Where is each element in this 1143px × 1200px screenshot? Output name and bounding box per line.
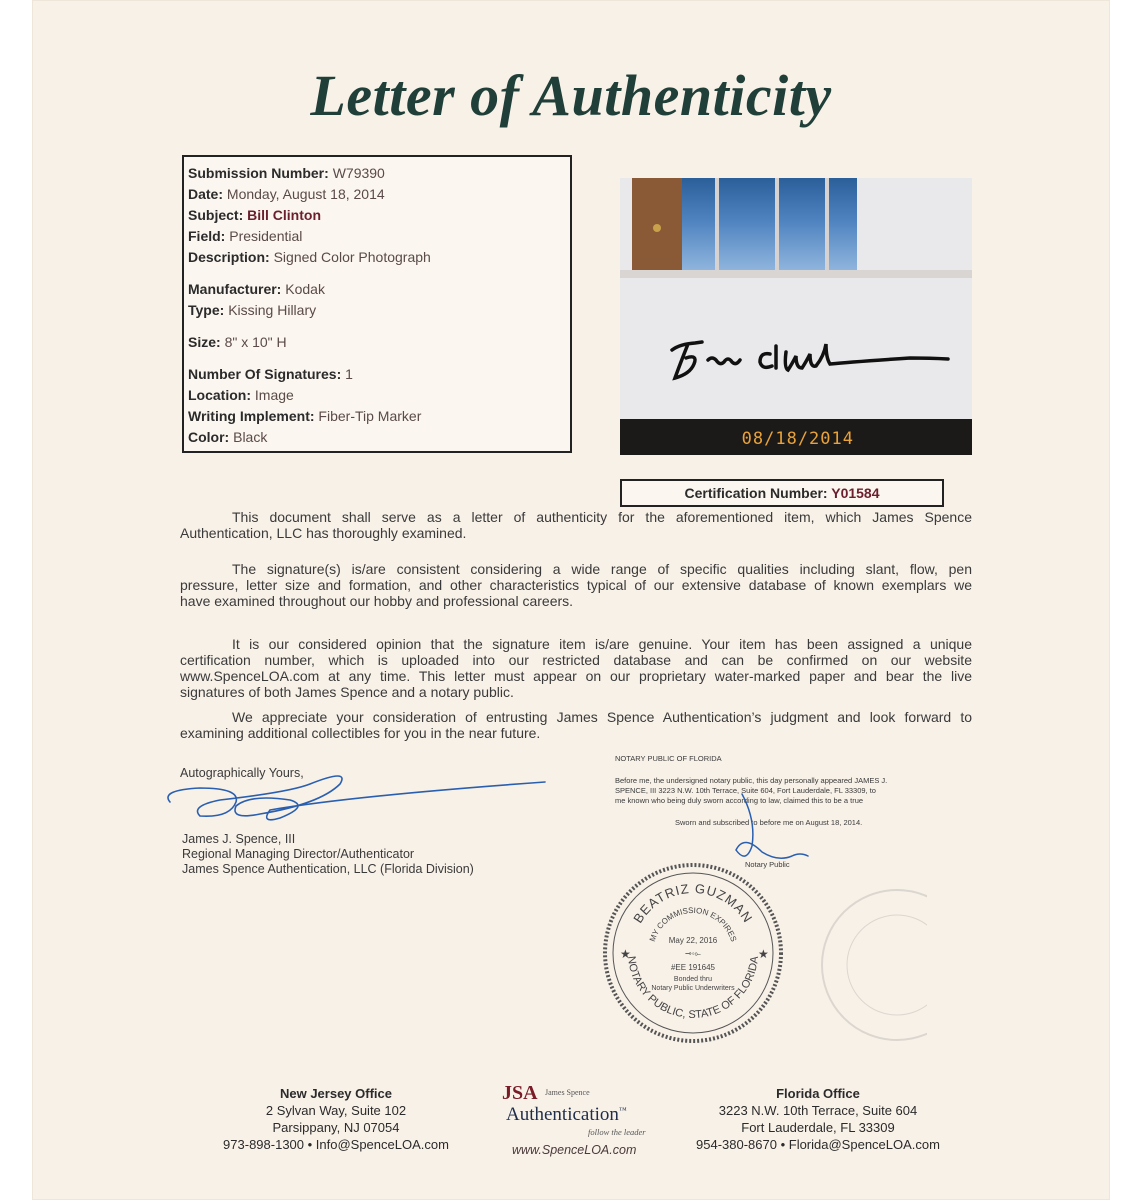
seal-number: #EE 191645 [670, 963, 716, 972]
detail-row: Date: Monday, August 18, 2014 [188, 186, 385, 202]
notary-seal-emboss [807, 885, 927, 1045]
jsa-logo-mark: JSA [502, 1082, 538, 1104]
detail-row: Writing Implement: Fiber-Tip Marker [188, 408, 422, 424]
detail-row: Submission Number: W79390 [188, 165, 385, 181]
photo-signature [620, 178, 972, 455]
seal-underwriters: Notary Public Underwriters [651, 985, 735, 992]
jsa-logo [502, 1082, 662, 1162]
footer-fl-office: Florida Office 3223 N.W. 10th Terrace, Suite 604 Fort Lauderdale, FL 33309 954-380-8670 • Florida@SpenceLOA.com [696, 1086, 940, 1152]
detail-row: Field: Presidential [188, 228, 303, 244]
notary-line: Before me, the undersigned notary public, this day personally appeared JAMES J. [615, 776, 888, 785]
paragraph-opinion: It is our considered opinion that the signature item is/are genuine. Your item has been assigned a unique certification number, which is uploaded into our restricted database and can be confirmed on our website www.SpenceLOA.com at any time. This letter must appear on our proprietary water-marked paper and bear the live signatures of both James Spence and a notary public. [180, 636, 972, 700]
detail-row: Manufacturer: Kodak [188, 281, 325, 297]
paragraph-consistency: The signature(s) is/are consistent considering a wide range of specific qualities including slant, flow, pen pressure, letter size and formation, and other characteristics typical of our extensive database of known exemplars we have examined throughout our hobby and professional careers. [180, 561, 972, 609]
detail-row: Size: 8" x 10" H [188, 334, 287, 350]
certification-label: Certification Number: [684, 485, 828, 501]
signoff-title: Regional Managing Director/Authenticator [182, 847, 415, 861]
signoff-closing: Autographically Yours, [180, 766, 304, 780]
seal-expires: May 22, 2016 [668, 936, 718, 945]
signoff-company: James Spence Authentication, LLC (Florida Division) [182, 862, 474, 876]
footer-nj-office: New Jersey Office 2 Sylvan Way, Suite 102 Parsippany, NJ 07054 973-898-1300 • Info@SpenceLOA.com [223, 1086, 449, 1152]
photo-date-stamp: 08/18/2014 [741, 429, 854, 449]
signoff-name: James J. Spence, III [182, 832, 296, 846]
detail-row: Color: Black [188, 429, 268, 445]
seal-bonded: Bonded thru [673, 976, 713, 983]
jsa-logo-name: James Spence [545, 1088, 590, 1097]
certification-number: Y01584 [831, 485, 880, 501]
notary-seal [598, 858, 788, 1048]
page-title: Letter of Authenticity [310, 63, 832, 128]
notary-sworn: Sworn and subscribed to before me on August 18, 2014. [675, 818, 863, 827]
detail-row: Number Of Signatures: 1 [188, 366, 353, 382]
item-details-box [182, 155, 572, 453]
paragraph-appreciation: We appreciate your consideration of entrusting James Spence Authentication’s judgment and look forward to examining additional collectibles for you in the near future. [180, 709, 972, 741]
item-photo [620, 178, 972, 455]
seal-name: BEATRIZ GUZMAN [630, 880, 756, 926]
seal-state: NOTARY PUBLIC, STATE OF FLORIDA [624, 955, 761, 1022]
seal-star-icon: ★ [758, 947, 769, 961]
detail-row: Subject: Bill Clinton [188, 207, 322, 223]
footer-website: www.SpenceLOA.com [512, 1143, 637, 1157]
letter-page [32, 0, 1110, 1200]
paragraph-purpose: This document shall serve as a letter of authenticity for the aforementioned item, which James Spence Authentication, LLC has thoroughly examined. [180, 509, 972, 541]
detail-row: Location: Image [188, 387, 294, 403]
authenticator-signature [150, 762, 550, 842]
seal-star-icon: ★ [620, 947, 631, 961]
seal-commission: MY COMMISSION EXPIRES [647, 905, 739, 943]
notary-line: SPENCE, III 3223 N.W. 10th Terrace, Suite 604, Fort Lauderdale, FL 33309, to [615, 786, 876, 795]
certification-number-box [620, 479, 944, 507]
notary-heading: NOTARY PUBLIC OF FLORIDA [615, 754, 722, 763]
detail-row: Description: Signed Color Photograph [188, 249, 431, 265]
seal-ornament: ⊸◦⟜ [685, 949, 701, 958]
jsa-logo-tagline: follow the leader [588, 1127, 646, 1137]
jsa-logo-authentication: Authentication™ [506, 1104, 627, 1125]
detail-row: Type: Kissing Hillary [188, 302, 317, 318]
notary-line: me known who being duly sworn according to law, claimed this to be a true [615, 796, 864, 805]
notary-public-label: Notary Public [745, 860, 790, 869]
